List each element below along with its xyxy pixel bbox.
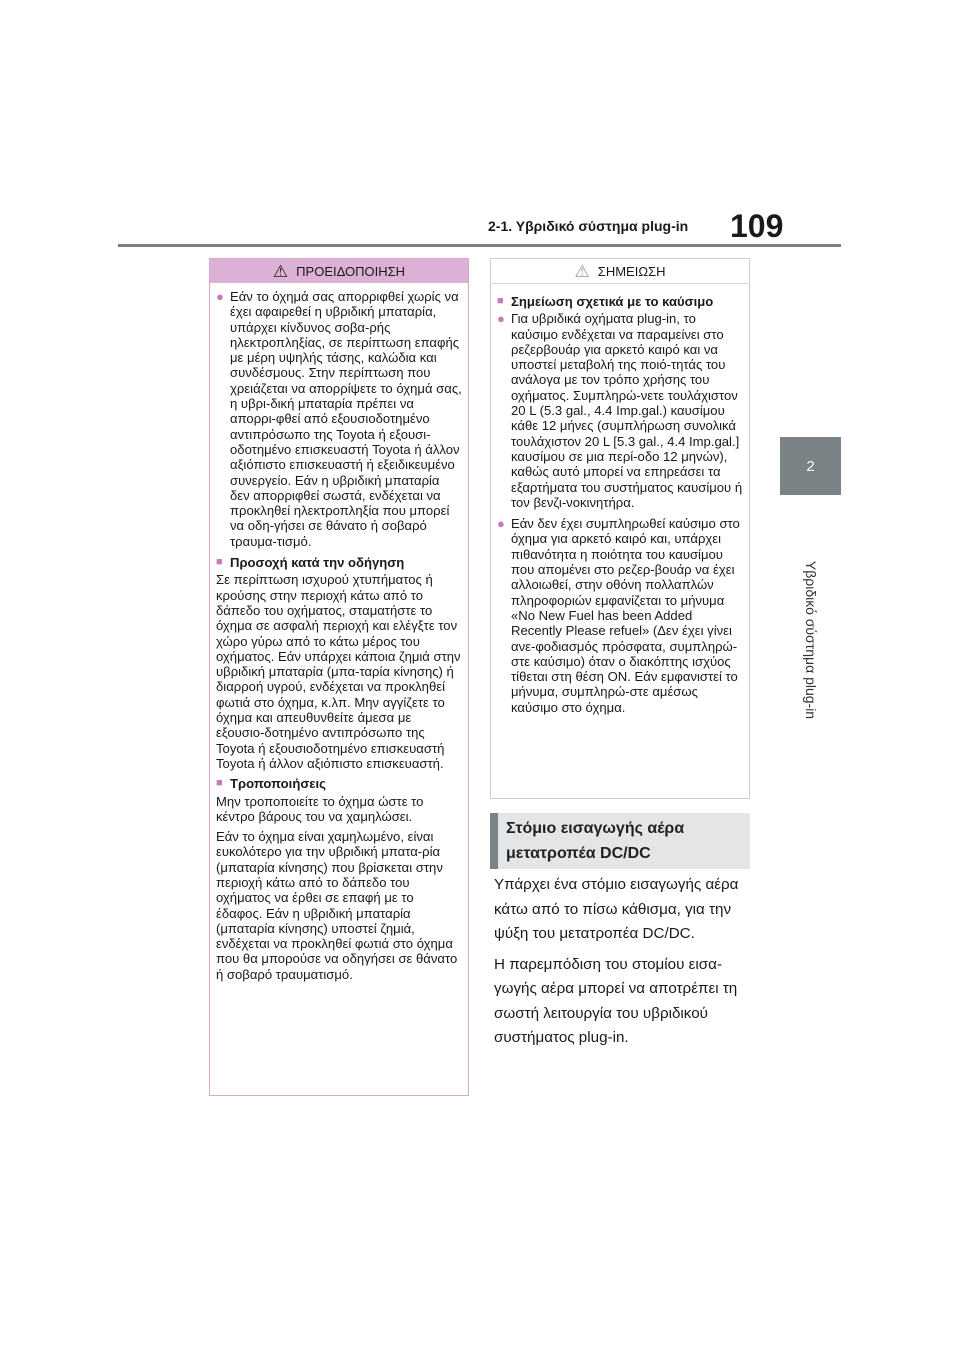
page-number: 109 (730, 208, 784, 244)
note-bullet: ● Για υβριδικά οχήματα plug-in, το καύσιμο ενδέχεται να παραμείνει στο ρεζερβουάρ για αρκετό καιρό και να υποστεί μεταβολή της ποιό-τητάς του ανάλογα με τον τρόπο χρήσης του οχήματος. Συμπληρώ-νετε τουλάχιστον 20 L (5.3 gal., 4.4 Imp.gal.) καυσίμου κάθε 12 μήνες (συμπλήρωση συνολικά τουλάχιστον 20 L [5.3 gal., 4.4 Imp.gal.] καυσίμου σε μια περί-οδο 12 μηνών), καθώς αυτό μπορεί να επηρεάσει τα εξαρτήματα του συστήματος καυσίμου ή τον βενζι-νοκινητήρα. (497, 311, 743, 510)
warning-title: ΠΡΟΕΙΔΟΠΟΙΗΣΗ (296, 263, 406, 279)
warning-triangle-icon: ⚠ (272, 261, 289, 281)
section-heading (490, 813, 750, 869)
square-marker-icon: ■ (497, 295, 504, 307)
note-box (490, 258, 750, 799)
square-marker-icon: ■ (216, 556, 223, 569)
warning-subheading: ■ Τροποποιήσεις (216, 776, 326, 792)
warning-header (210, 259, 468, 283)
section-body (494, 873, 750, 1057)
bullet-dot-icon: ● (497, 311, 505, 327)
warning-paragraph: Εάν το όχημα είναι χαμηλωμένο, είναι ευκολότερο για την υβριδική μπατα-ρία (μπαταρία κίνησης) που βρίσκεται στην περιοχή κάτω από το δάπεδο του οχήματος να έρθει σε επαφή με το έδαφος. Εάν η υβριδική μπαταρία (μπαταρία κίνησης) υποστεί ζημιά, ενδέχεται να προκληθεί φωτιά στο όχημα που θα μπορούσε να οδηγήσει σε θάνατο ή σοβαρό τραυματισμό. (216, 829, 458, 982)
warning-subheading: ■ Προσοχή κατά την οδήγηση (216, 555, 405, 571)
warning-paragraph: Μην τροποποιείτε το όχημα ώστε το κέντρο βάρους του να χαμηλώσει. (216, 793, 424, 824)
note-subheading: ■ Σημείωση σχετικά με το καύσιμο (497, 294, 714, 309)
warning-box (209, 258, 469, 1096)
warning-paragraph: Σε περίπτωση ισχυρού χτυπήματος ή κρούσης στην περιοχή κάτω από το δάπεδο του οχήματος, σταματήστε το όχημα σε ασφαλή περιοχή και ελέγξτε τον χώρο γύρω από το κάτω μέρος του οχήματος. Εάν υπάρχει κάποια ζημιά στην υβριδική μπαταρία (μπα-ταρία κίνησης) ή διαρροή υγρού, ενδέχεται να προκληθεί φωτιά στο όχημα, κ.λπ. Μην αγγίζετε το όχημα και απευθυνθείτε άμεσα με εξουσιο-δοτημένο αντιπρόσωπο της Toyota ή εξουσιοδοτημένο επισκευαστή Toyota ή άλλον αξιόπιστο επισκευαστή. (216, 572, 461, 771)
chapter-tab (780, 437, 841, 495)
section-heading-bar (490, 813, 498, 869)
note-header (491, 259, 749, 284)
bullet-dot-icon: ● (497, 516, 505, 532)
square-marker-icon: ■ (216, 777, 223, 790)
chapter-side-label: Υβριδικό σύστημα plug-in (803, 560, 819, 720)
note-bullet: ● Εάν δεν έχει συμπληρωθεί καύσιμο στο όχημα για αρκετό καιρό και, υπάρχει πιθανότητα η ποιότητα του καυσίμου που απομένει στο ρεζερ-βουάρ να έχει αλλοιωθεί, στην οθόνη πολλαπλών πληροφοριών εμφανίζεται το μήνυμα «No New Fuel has been Added Recently Please refuel» (Δεν έχει γίνει ανε-φοδιασμός πρόσφατα, συμπληρώ-στε καύσιμο) όταν ο διακόπτης ισχύος τίθεται στη θέση ON. Εάν εμφανιστεί το μήνυμα, συμπληρώ-στε αμέσως καύσιμο στο όχημα. (497, 516, 740, 715)
section-title-line-1: Στόμιο εισαγωγής αέρα (506, 820, 685, 837)
body-paragraph: Η παρεμπόδιση του στομίου εισα-γωγής αέρα μπορεί να αποτρέπει τη σωστή λειτουργία του υβριδικού συστήματος plug-in. (494, 955, 738, 1046)
note-triangle-icon: ⚠ (574, 261, 590, 281)
warning-bullet: ● Εάν το όχημά σας απορριφθεί χωρίς να έχει αφαιρεθεί η υβριδική μπαταρία, υπάρχει κίνδυνος σοβα-ρής ηλεκτροπληξίας, σε περίπτωση επαφής με μέρη υψηλής τάσης, καλώδια και συνδέσμους. Στην περίπτωση που χρειάζεται να απορρίψετε το όχημά σας, η υβρι-δική μπαταρία πρέπει να απορρι-φθεί από εξουσιοδοτημένο αντιπρόσωπο της Toyota ή εξουσι-οδοτημένο επισκευαστή Toyota ή άλλον αξιόπιστο επισκευαστή ή εξειδικευμένο συνεργείο. Εάν η υβριδική μπαταρία δεν απορριφθεί σωστά, ενδέχεται να προκληθεί ηλεκτροπληξία που μπορεί να οδη-γήσει σε θάνατο ή σοβαρό τραυμα-τισμό. (216, 289, 462, 549)
header-divider (118, 244, 841, 247)
bullet-dot-icon: ● (216, 289, 224, 304)
running-header: 2-1. Υβριδικό σύστημα plug-in (488, 218, 689, 234)
section-title-line-2: μετατροπέα DC/DC (506, 845, 651, 862)
note-title: ΣΗΜΕΙΩΣΗ (597, 263, 666, 279)
body-paragraph: Υπάρχει ένα στόμιο εισαγωγής αέρα κάτω από το πίσω κάθισμα, για την ψύξη του μετατροπέα DC/DC. (494, 876, 739, 942)
chapter-number: 2 (806, 457, 815, 475)
